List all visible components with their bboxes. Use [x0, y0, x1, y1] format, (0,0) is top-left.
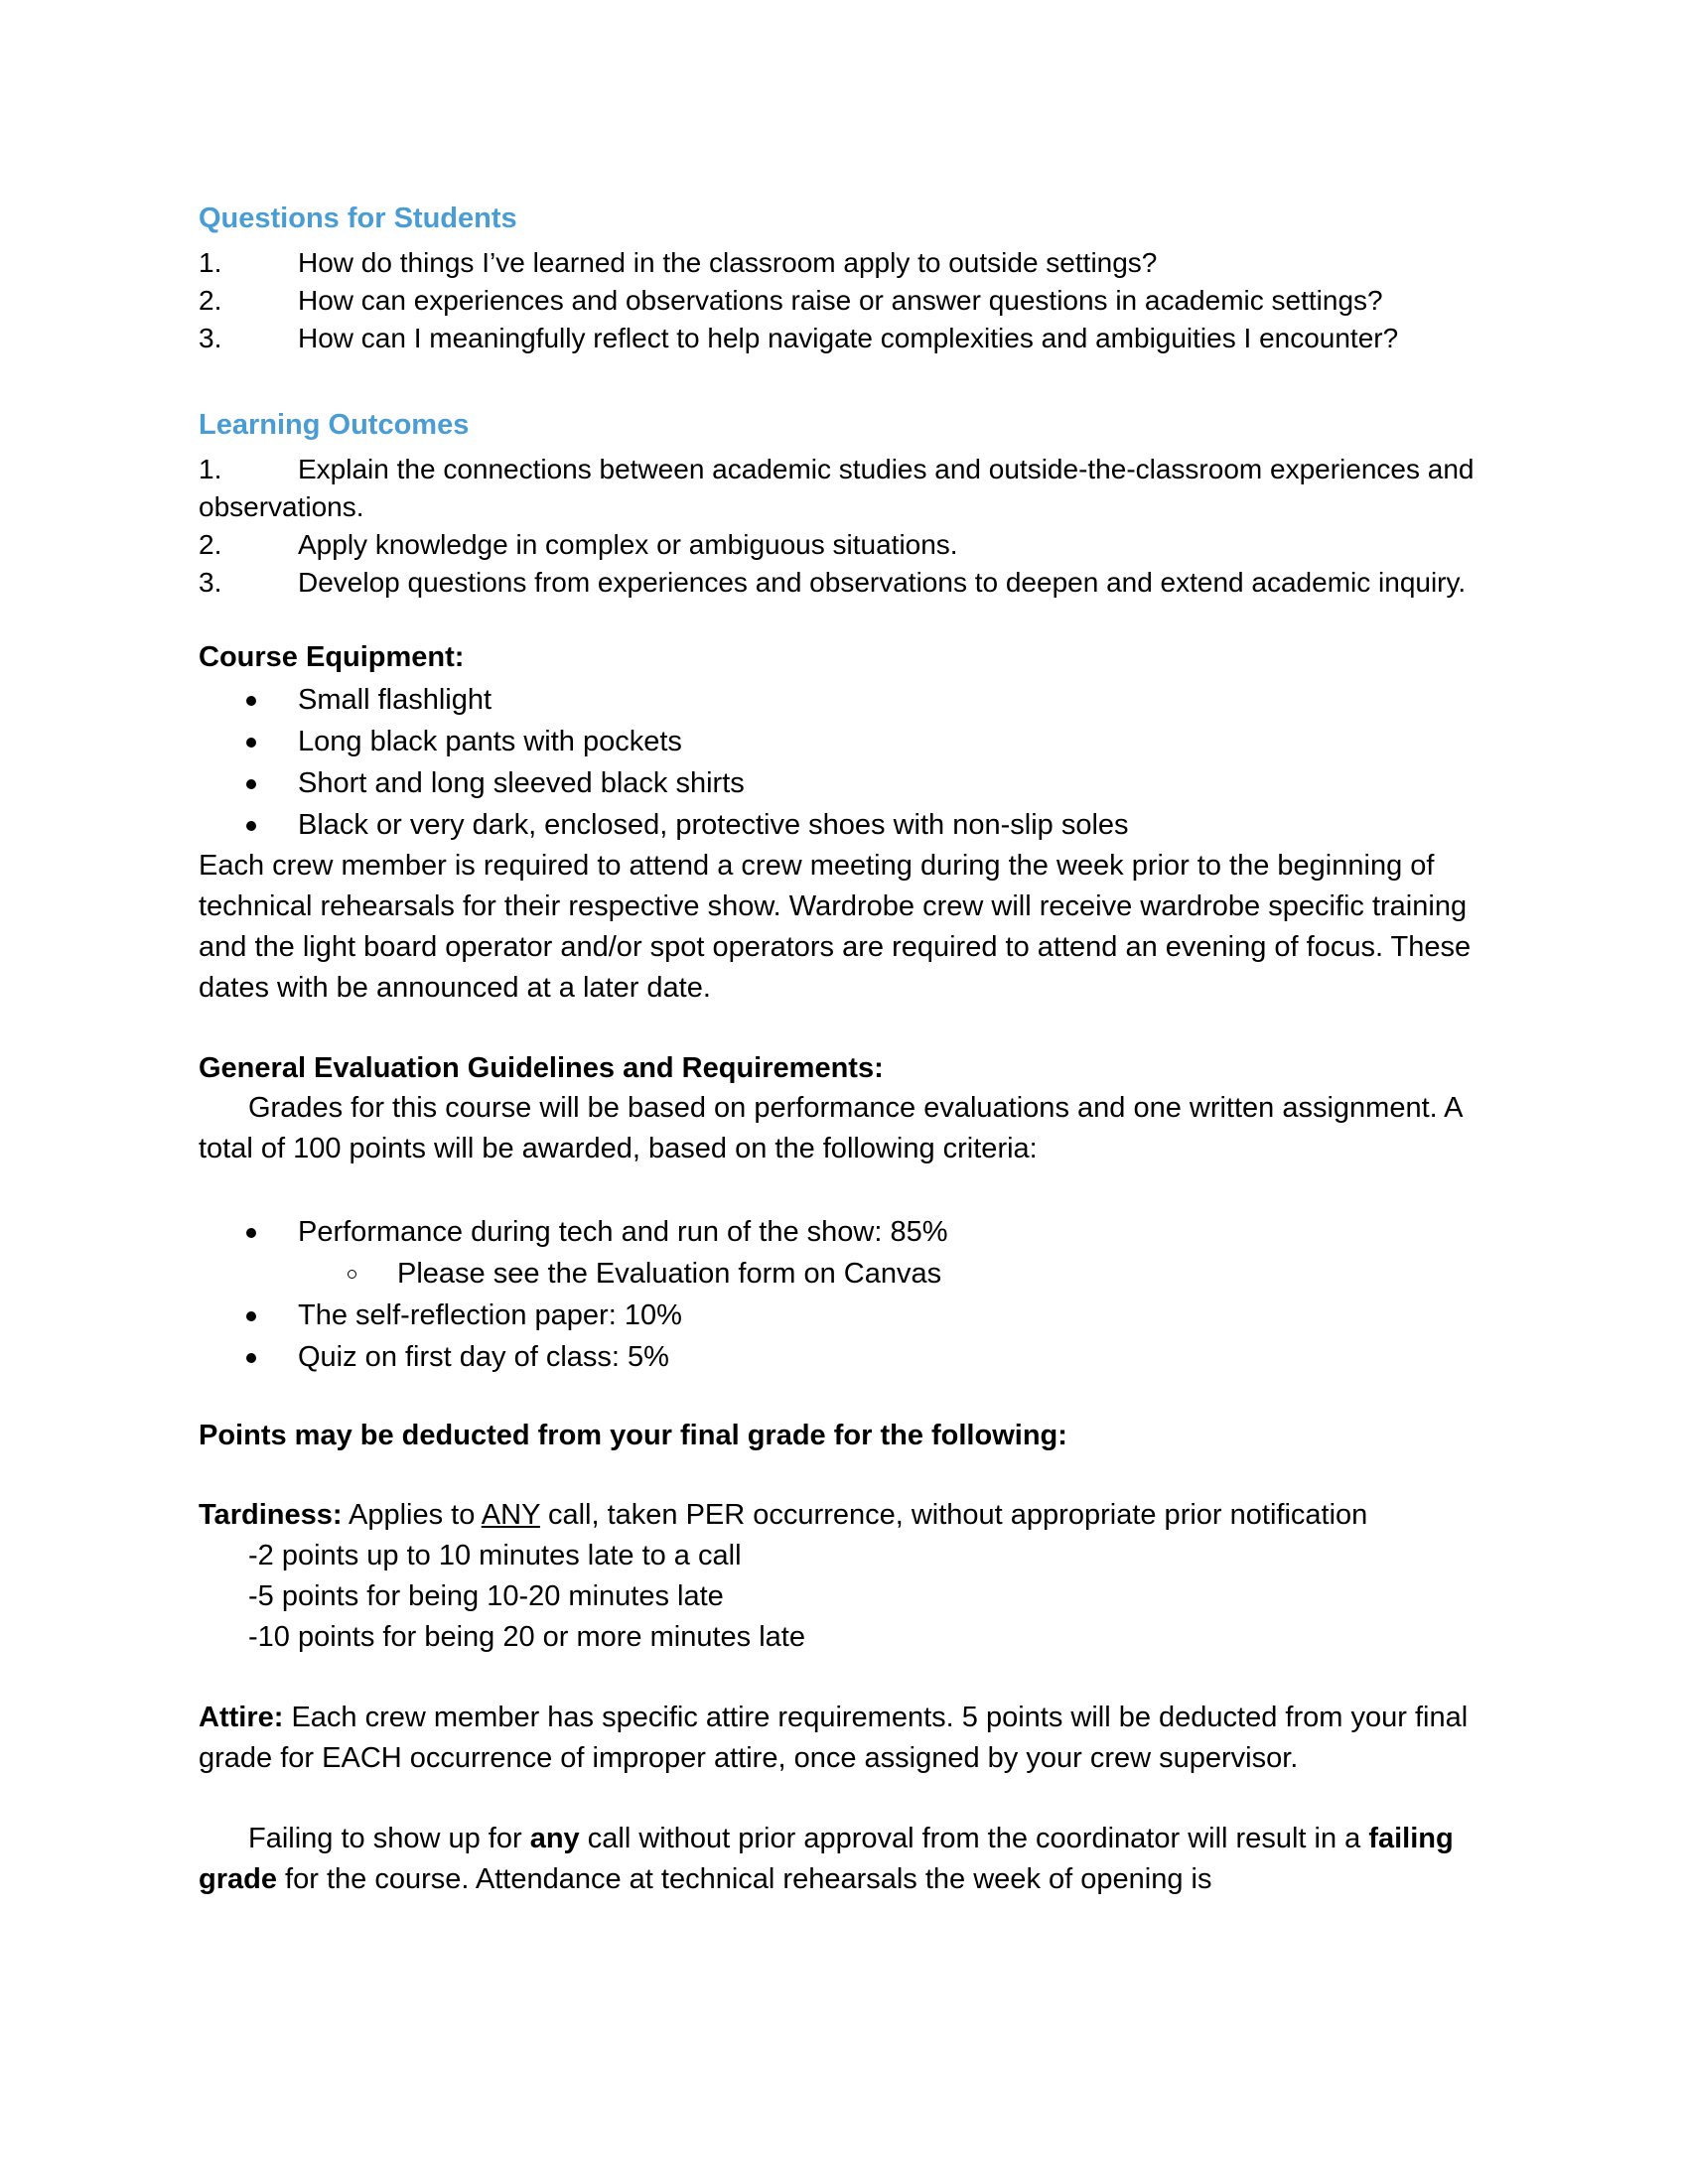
attire-paragraph [199, 1698, 1489, 1779]
outcomes-list [199, 451, 1489, 602]
failing-paragraph [199, 1819, 1489, 1900]
page-content [199, 199, 1489, 1900]
bullet-icon [246, 738, 256, 748]
item-text: Explain the connections between academic studies and outside-the-classroom experiences and observations. [199, 454, 1475, 522]
tardiness-line: -5 points for being 10-20 minutes late [248, 1580, 724, 1612]
list-item [199, 451, 1489, 526]
item-text: How can experiences and observations raise or answer questions in academic settings? [298, 285, 1383, 316]
list-item [199, 1211, 1489, 1253]
bullet-icon [246, 1353, 256, 1363]
item-text: Apply knowledge in complex or ambiguous situations. [298, 529, 958, 560]
bullet-icon [246, 696, 256, 706]
item-text: Performance during tech and run of the show: 85% [298, 1216, 948, 1248]
list-item [199, 762, 1489, 804]
failing-text: call without prior approval from the coordinator will result in a [579, 1823, 1369, 1854]
attire-text: Each crew member has specific attire requirements. 5 points will be deducted from your final grade for EACH occurrence of improper attire, once assigned by your crew supervisor. [199, 1702, 1469, 1774]
circle-bullet-icon [348, 1270, 356, 1279]
equipment-list [199, 679, 1489, 846]
list-item [199, 721, 1489, 762]
list-item [199, 1295, 1489, 1336]
item-text: Develop questions from experiences and observations to deepen and extend academic inquiry. [298, 567, 1467, 598]
tardiness-emphasis: ANY [481, 1499, 540, 1531]
equipment-paragraph: Each crew member is required to attend a crew meeting during the week prior to the beginning of technical rehearsals for their respective show. Wardrobe crew will receive wardrobe specific training and the light board operator and/or spot operators are required to attend an evening of focus. These dates with be announced at a later date. [199, 850, 1472, 1004]
item-text: The self-reflection paper: 10% [298, 1299, 682, 1331]
outcomes-heading: Learning Outcomes [199, 409, 470, 441]
tardiness-text: call, taken PER occurrence, without appropriate prior notification [539, 1499, 1368, 1531]
item-number: 2. [199, 529, 222, 560]
failing-emphasis: any [529, 1823, 580, 1854]
evaluation-title: General Evaluation Guidelines and Requirements: [199, 1052, 884, 1084]
item-number: 1. [199, 247, 222, 278]
deductions-title: Points may be deducted from your final grade for the following: [199, 1420, 1067, 1451]
evaluation-list [199, 1211, 1489, 1378]
bullet-icon [246, 1228, 256, 1238]
tardiness-paragraph [199, 1495, 1489, 1536]
item-text: Short and long sleeved black shirts [298, 767, 745, 799]
tardiness-line: -10 points for being 20 or more minutes late [248, 1621, 805, 1653]
bullet-icon [246, 821, 256, 831]
sub-list-item [199, 1253, 1489, 1295]
item-text: How can I meaningfully reflect to help navigate complexities and ambiguities I encounter? [298, 323, 1399, 353]
list-item [199, 244, 1489, 282]
list-item [199, 282, 1489, 320]
attire-label: Attire: [199, 1702, 284, 1733]
bullet-icon [246, 779, 256, 789]
failing-emphasis: failing grade [199, 1823, 1454, 1895]
failing-text: Failing to show up for [248, 1823, 530, 1854]
evaluation-paragraph: Grades for this course will be based on performance evaluations and one written assignment. A total of 100 points will be awarded, based on the following criteria: [199, 1092, 1462, 1164]
item-text: Please see the Evaluation form on Canvas [397, 1258, 942, 1290]
list-item [199, 526, 1489, 564]
list-item [199, 1336, 1489, 1378]
item-number: 3. [199, 567, 222, 598]
list-item [199, 804, 1489, 846]
item-text: How do things I’ve learned in the classroom apply to outside settings? [298, 247, 1158, 278]
tardiness-label: Tardiness: [199, 1499, 343, 1531]
item-text: Black or very dark, enclosed, protective shoes with non-slip soles [298, 809, 1129, 841]
questions-heading: Questions for Students [199, 203, 517, 234]
questions-list [199, 244, 1489, 357]
item-number: 2. [199, 285, 222, 316]
item-number: 3. [199, 323, 222, 353]
item-text: Long black pants with pockets [298, 726, 682, 757]
item-text: Small flashlight [298, 684, 492, 716]
list-item [199, 320, 1489, 357]
failing-text: for the course. Attendance at technical rehearsals the week of opening is [276, 1863, 1212, 1895]
item-text: Quiz on first day of class: 5% [298, 1341, 669, 1373]
list-item [199, 679, 1489, 721]
tardiness-line: -2 points up to 10 minutes late to a call [248, 1540, 742, 1571]
equipment-title: Course Equipment: [199, 641, 465, 673]
bullet-icon [246, 1311, 256, 1321]
item-number: 1. [199, 454, 222, 484]
tardiness-text: Applies to [342, 1499, 482, 1531]
list-item [199, 564, 1489, 602]
